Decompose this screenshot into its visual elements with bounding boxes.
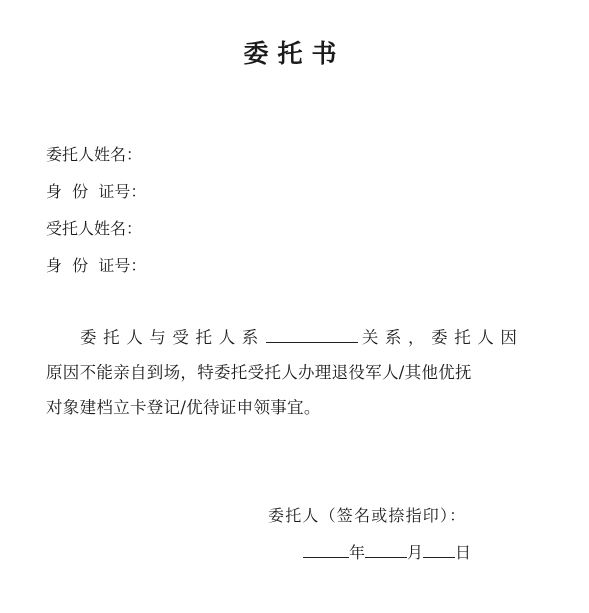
paragraph-line-3: 对象建档立卡登记/优待证申领事宜。 bbox=[46, 398, 321, 417]
agent-id-label: 身 份 证号： bbox=[46, 256, 147, 275]
paragraph-part-1: 委托人与受托人系 bbox=[80, 328, 265, 347]
year-blank bbox=[303, 540, 349, 558]
date-line bbox=[303, 540, 471, 563]
month-blank bbox=[365, 540, 407, 558]
principal-id-label: 身 份 证号： bbox=[46, 182, 147, 201]
document-title: 委托书 bbox=[243, 39, 346, 68]
principal-name-label: 委托人姓名： bbox=[46, 145, 143, 164]
paragraph-line-1 bbox=[46, 320, 536, 355]
paragraph-line-2: 原因不能亲自到场，特委托受托人办理退役军人/其他优抚 bbox=[46, 363, 472, 382]
info-fields bbox=[46, 143, 146, 291]
signature-label: 委托人（签名或捺指印）： bbox=[268, 506, 467, 525]
relationship-blank bbox=[266, 324, 358, 343]
agent-name-label: 受托人姓名： bbox=[46, 219, 143, 238]
year-label: 年 bbox=[349, 543, 366, 562]
day-label: 日 bbox=[455, 543, 472, 562]
day-blank bbox=[423, 540, 455, 558]
delegation-paragraph bbox=[46, 320, 536, 425]
paragraph-part-2: 关系，委托人因 bbox=[361, 328, 524, 347]
month-label: 月 bbox=[407, 543, 424, 562]
